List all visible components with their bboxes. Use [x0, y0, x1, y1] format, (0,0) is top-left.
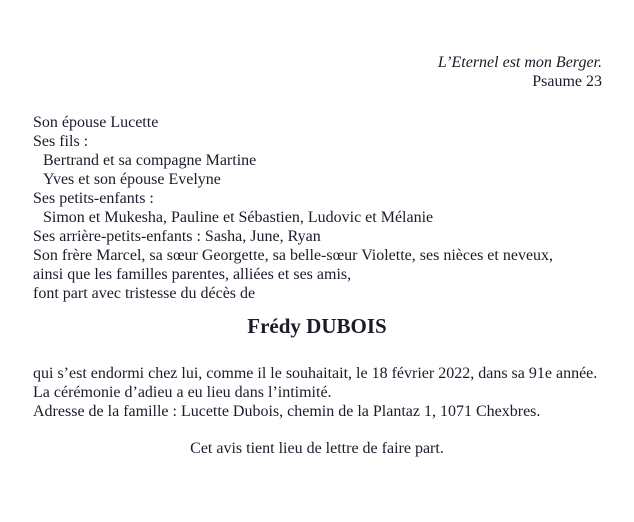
family-line: Ses petits-enfants :	[33, 190, 154, 207]
deceased-name: Frédy DUBOIS	[247, 314, 387, 338]
epigraph	[438, 53, 602, 91]
family-line: ainsi que les familles parentes, alliées et ses amis,	[33, 266, 352, 283]
family-line: Ses fils :	[33, 133, 89, 150]
closing-statement: Cet avis tient lieu de lettre de faire part.	[190, 440, 444, 457]
details-line: qui s’est endormi chez lui, comme il le souhaitait, le 18 février 2022, dans sa 91e année.	[33, 365, 598, 382]
family-list	[33, 113, 614, 303]
details-line: Adresse de la famille : Lucette Dubois, chemin de la Plantaz 1, 1071 Chexbres.	[33, 403, 541, 420]
details-line: La cérémonie d’adieu a eu lieu dans l’intimité.	[33, 384, 332, 401]
family-line: Son épouse Lucette	[33, 114, 159, 131]
family-line: Simon et Mukesha, Pauline et Sébastien, Ludovic et Mélanie	[43, 209, 434, 226]
family-line: font part avec tristesse du décès de	[33, 285, 256, 302]
family-line: Bertrand et sa compagne Martine	[43, 152, 257, 169]
family-line: Ses arrière-petits-enfants : Sasha, June, Ryan	[33, 228, 321, 245]
family-line: Yves et son épouse Evelyne	[43, 171, 221, 188]
epigraph-source: Psaume 23	[532, 73, 602, 90]
family-line: Son frère Marcel, sa sœur Georgette, sa belle-sœur Violette, ses nièces et neveux,	[33, 247, 554, 264]
death-details	[33, 364, 614, 421]
epigraph-quote: L’Eternel est mon Berger.	[437, 54, 602, 71]
